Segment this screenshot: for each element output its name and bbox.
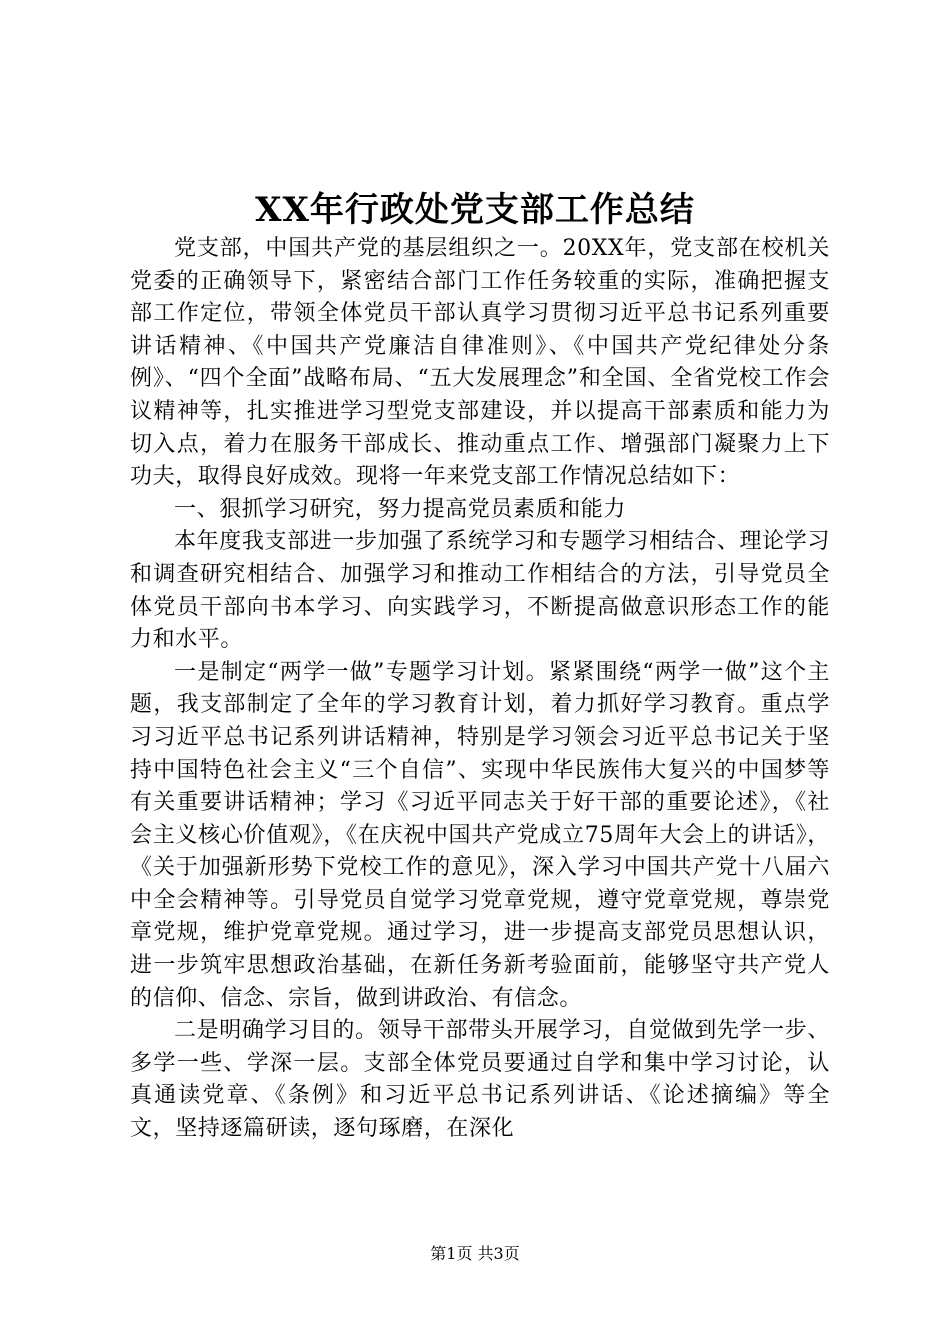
section-heading-1: 一、狠抓学习研究，努力提高党员素质和能力 xyxy=(174,496,627,522)
document-body xyxy=(130,233,830,1146)
paragraph-item-1: 一是制定“两学一做”专题学习计划。紧紧围绕“两学一做”这个主题，我支部制定了全年的学习教育计划，着力抓好学习教育。重点学习习近平总书记系列讲话精神，特别是学习领会习近平总书记关于坚持中国特色社会主义“三个自信”、实现中华民族伟大复兴的中国梦等有关重要讲话精神；学习《习近平同志关于好干部的重要论述》，《社会主义核心价值观》，《在庆祝中国共产党成立75周年大会上的讲话》，《关于加强新形势下党校工作的意见》，深入学习中国共产党十八届六中全会精神等。引导党员自觉学习党章党规，遵守党章党规，尊崇党章党规，维护党章党规。通过学习，进一步提高支部党员思想认识，进一步筑牢思想政治基础，在新任务新考验面前，能够坚守共产党人的信仰、信念、宗旨，做到讲政治、有信念。 xyxy=(130,659,830,1011)
paragraph-item-2: 二是明确学习目的。领导干部带头开展学习，自觉做到先学一步、多学一些、学深一层。支部全体党员要通过自学和集中学习讨论，认真通读党章、《条例》和习近平总书记系列讲话、《论述摘编》等全文，坚持逐篇研读，逐句琢磨，在深化 xyxy=(130,1018,830,1142)
document-title: XX年行政处党支部工作总结 xyxy=(255,190,695,230)
page-number-footer: 第1页 共3页 xyxy=(430,1244,520,1263)
paragraph-intro: 党支部，中国共产党的基层组织之一。20XX年，党支部在校机关党委的正确领导下，紧密结合部门工作任务较重的实际，准确把握支部工作定位，带领全体党员干部认真学习贯彻习近平总书记系列重要讲话精神、《中国共产党廉洁自律准则》、《中国共产党纪律处分条例》、“四个全面”战略布局、“五大发展理念”和全国、全省党校工作会议精神等，扎实推进学习型党支部建设，并以提高干部素质和能力为切入点，着力在服务干部成长、推动重点工作、增强部门凝聚力上下功夫，取得良好成效。现将一年来党支部工作情况总结如下： xyxy=(130,236,830,490)
paragraph-section-1-intro: 本年度我支部进一步加强了系统学习和专题学习相结合、理论学习和调查研究相结合、加强学习和推动工作相结合的方法，引导党员全体党员干部向书本学习、向实践学习，不断提高做意识形态工作的能力和水平。 xyxy=(130,529,830,653)
